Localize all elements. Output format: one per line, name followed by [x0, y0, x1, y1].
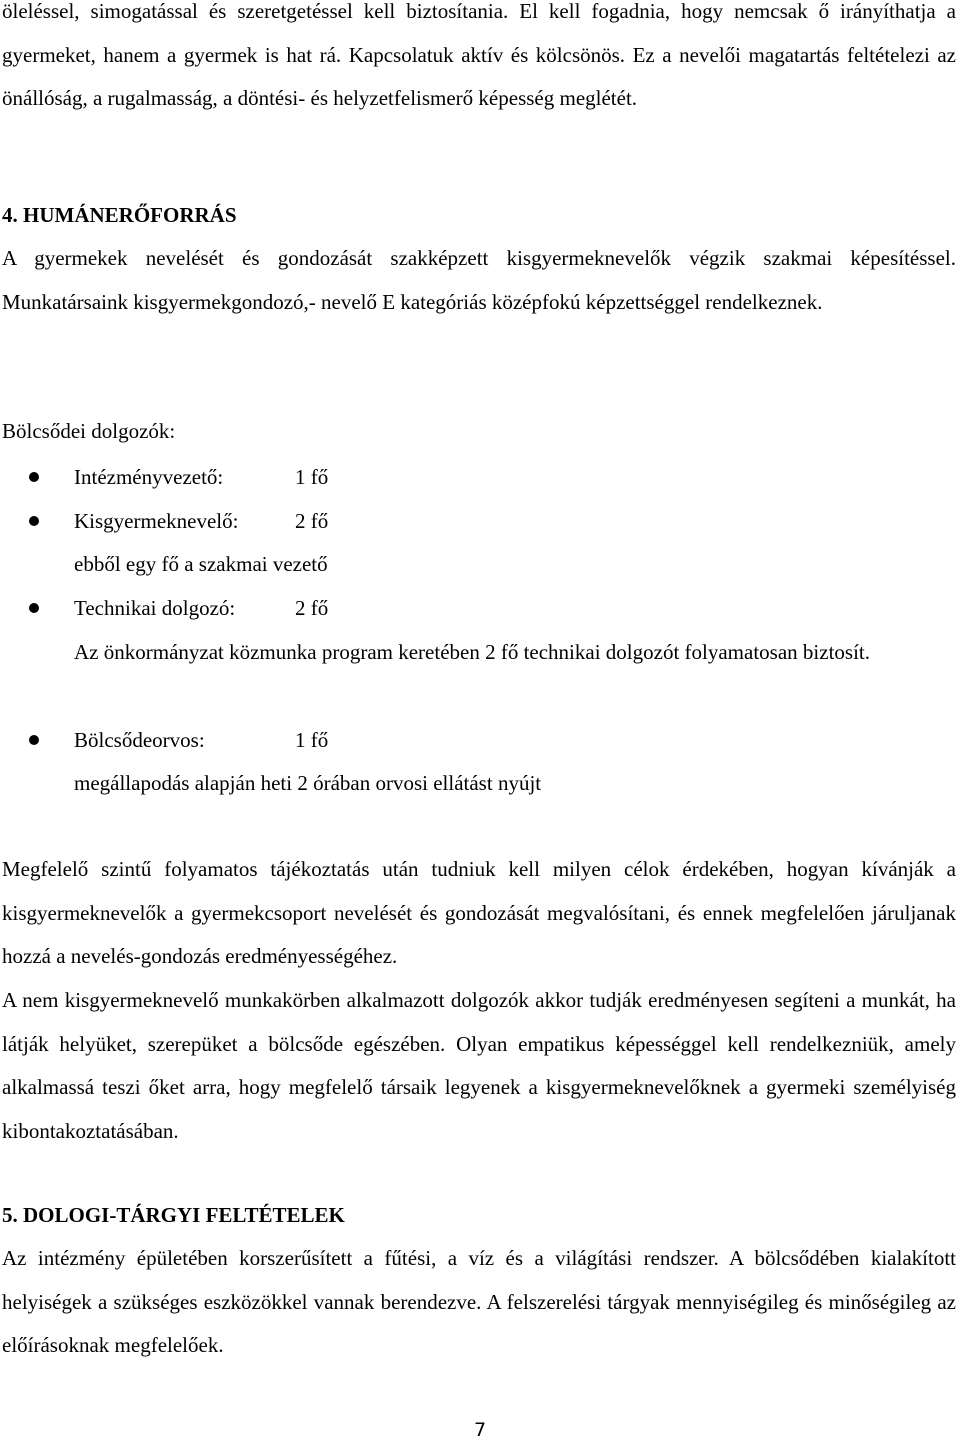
section-4-paragraph-3: A nem kisgyermeknevelő munkakörben alkalmazott dolgozók akkor tudják eredményesen segíteni a munkát, ha látják helyüket, szerepüket a bölcsőde egészében. Olyan empatikus képességgel kell rendelkezniük, amely alkalmassá teszi őket arra, hogy megfelelő társaik legyenek a kisgyermeknevelőknek a gyermeki személyiség kibontakoztatásában.: [2, 988, 956, 1143]
staff-item-technical: [0, 587, 960, 630]
staff-note: megállapodás alapján heti 2 órában orvosi ellátást nyújt: [74, 771, 542, 795]
staff-count: 2 fő: [295, 509, 329, 533]
staff-count: 1 fő: [295, 465, 329, 489]
intro-paragraph: öleléssel, simogatással és szeretgetéssel kell biztosítania. El kell fogadnia, hogy nemcsak ő irányíthatja a gyermeket, hanem a gyermek is hat rá. Kapcsolatuk aktív és kölcsönös. Ez a nevelői magatartás feltételezi az önállóság, a rugalmasság, a döntési- és helyzetfelismerő képesség meglétét.: [2, 0, 956, 110]
section-5-heading: 5. DOLOGI-TÁRGYI FELTÉTELEK: [2, 1203, 345, 1227]
section-4-heading: 4. HUMÁNERŐFORRÁS: [2, 203, 237, 227]
staff-item-doctor: [0, 719, 960, 762]
staff-count: 2 fő: [295, 596, 329, 620]
staff-note: Az önkormányzat közmunka program keretében 2 fő technikai dolgozót folyamatosan biztosít.: [74, 640, 871, 664]
section-4-paragraph: A gyermekek nevelését és gondozását szakképzett kisgyermeknevelők végzik szakmai képesítéssel. Munkatársaink kisgyermekgondozó,- nevelő E kategóriás középfokú képzettséggel rendelkeznek.: [2, 246, 956, 314]
staff-item-nurse: [0, 500, 960, 543]
section-5-paragraph: Az intézmény épületében korszerűsített a fűtési, a víz és a világítási rendszer. A bölcsődében kialakított helyiségek a szükséges eszközökkel vannak berendezve. A felszerelési tárgyak mennyiségileg és minőségileg az előírásoknak megfelelőek.: [2, 1246, 956, 1357]
bullet-icon: [29, 603, 39, 613]
staff-title: Bölcsődei dolgozók:: [2, 419, 176, 443]
bullet-icon: [29, 516, 39, 526]
staff-note: ebből egy fő a szakmai vezető: [74, 552, 328, 576]
staff-count: 1 fő: [295, 728, 329, 752]
section-4-paragraph-2: Megfelelő szintű folyamatos tájékoztatás után tudniuk kell milyen célok érdekében, hogyan kívánják a kisgyermeknevelők a gyermekcsoport nevelését és gondozását megvalósítani, és ennek megfelelően járuljanak hozzá a nevelés-gondozás eredményességéhez.: [2, 857, 956, 968]
staff-label: Kisgyermeknevelő:: [74, 509, 239, 533]
staff-label: Bölcsődeorvos:: [74, 728, 205, 752]
staff-item-director: [0, 456, 960, 499]
staff-label: Technikai dolgozó:: [74, 596, 236, 620]
bullet-icon: [29, 472, 39, 482]
bullet-icon: [29, 735, 39, 745]
page-number: 7: [473, 1419, 487, 1441]
staff-label: Intézményvezető:: [74, 465, 224, 489]
